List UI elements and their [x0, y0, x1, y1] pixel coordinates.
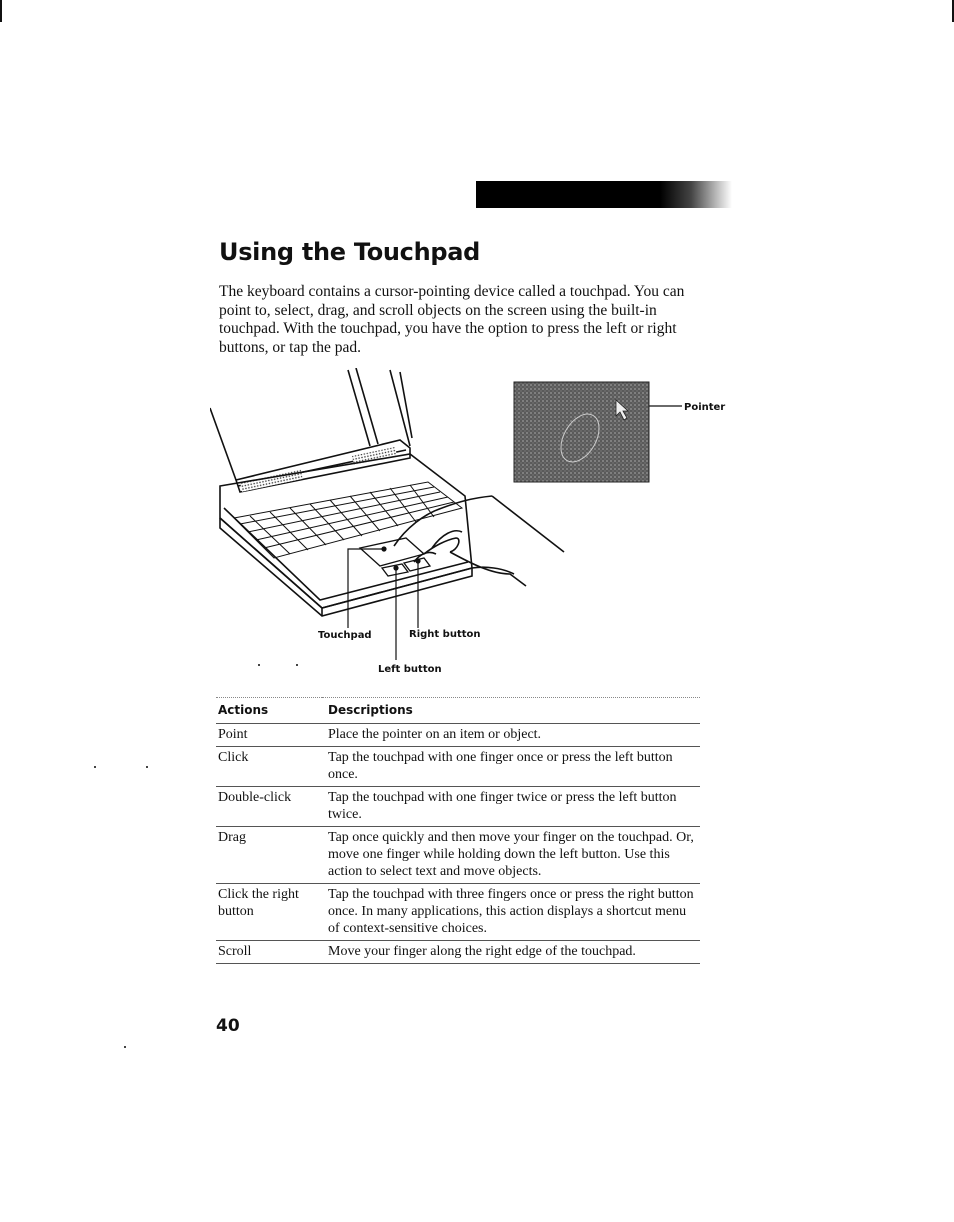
action-cell: Click the right button: [216, 884, 322, 941]
action-cell: Scroll: [216, 941, 322, 964]
table-row: [216, 884, 700, 941]
hand-drawing: [394, 496, 564, 586]
callout-left-button: Left button: [378, 664, 442, 675]
action-cell: Drag: [216, 827, 322, 884]
column-header-actions: Actions: [216, 698, 322, 724]
touchpad-actions-table: [216, 697, 700, 964]
touchpad-illustration: [210, 368, 730, 683]
description-cell: Tap the touchpad with one finger once or press the left button once.: [322, 747, 700, 787]
table-row: [216, 827, 700, 884]
action-cell: Point: [216, 724, 322, 747]
table-row: [216, 941, 700, 964]
scan-speck: [258, 664, 260, 666]
table-header-row: [216, 698, 700, 724]
action-cell: Double-click: [216, 787, 322, 827]
description-cell: Tap the touchpad with one finger twice or press the left button twice.: [322, 787, 700, 827]
column-header-descriptions: Descriptions: [322, 698, 700, 724]
scan-speck: [296, 664, 298, 666]
scan-speck: [124, 1046, 126, 1048]
scan-speck: [146, 766, 148, 768]
section-title: Using the Touchpad: [219, 238, 481, 266]
description-cell: Move your finger along the right edge of the touchpad.: [322, 941, 700, 964]
description-cell: Tap the touchpad with three fingers once or press the right button once. In many applications, this action displays a shortcut menu of context-sensitive choices.: [322, 884, 700, 941]
page-number: 40: [216, 1016, 240, 1036]
callout-pointer: Pointer: [684, 402, 726, 413]
laptop-lid: [210, 368, 412, 492]
scan-speck: [94, 766, 96, 768]
section-header-bar: [476, 181, 732, 208]
action-cell: Click: [216, 747, 322, 787]
description-cell: Tap once quickly and then move your finger on the touchpad. Or, move one finger while holding down the left button. Use this action to select text and move objects.: [322, 827, 700, 884]
callout-right-button: Right button: [409, 629, 481, 640]
table-row: [216, 747, 700, 787]
left-edge-mark: [0, 0, 2, 22]
table-row: [216, 724, 700, 747]
description-cell: Place the pointer on an item or object.: [322, 724, 700, 747]
intro-paragraph: The keyboard contains a cursor-pointing device called a touchpad. You can point to, select, drag, and scroll objects on the screen using the built-in touchpad. With the touchpad, you have the option to press the left or right buttons, or tap the pad.: [219, 283, 685, 356]
table-row: [216, 787, 700, 827]
keyboard: [234, 482, 462, 558]
callout-touchpad: Touchpad: [318, 630, 372, 641]
pointer-inset-photo: [514, 382, 649, 482]
